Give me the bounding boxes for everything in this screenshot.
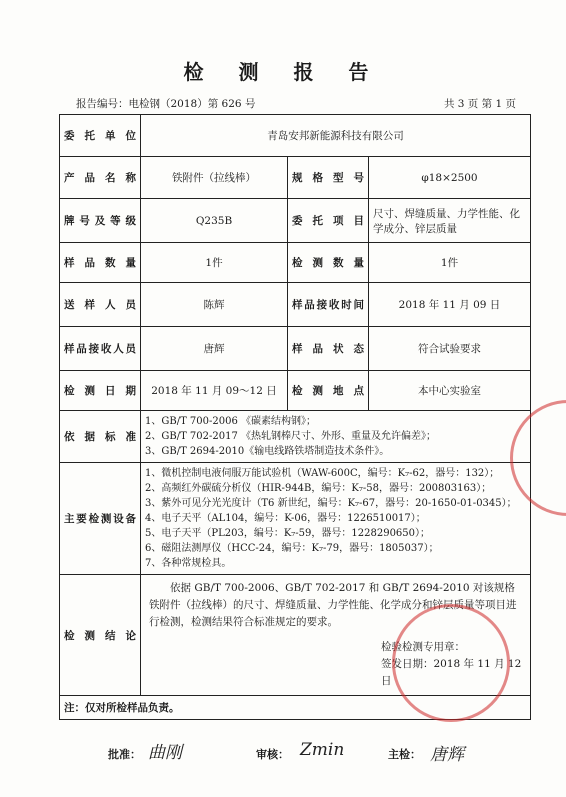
note: 注：仅对所检样品负责。 (60, 696, 531, 720)
location-value: 本中心实验室 (369, 371, 531, 411)
equipment-item: 4、电子天平（AL104，编号：K-06，器号：1226510017）； (145, 513, 426, 524)
inspect-signature: 唐辉 (430, 745, 464, 765)
conclusion-text: 依据 GB/T 700-2006、GB/T 702-2017 和 GB/T 2694-2010 对该规格铁附件（拉线棒）的尺寸、焊缝质量、力学性能、化学成分和锌层质量等项目进行检测，检测结果符合标准规定的要求。 (149, 582, 517, 628)
receiver-label: 样品接收人员 (60, 327, 141, 371)
state-value: 符合试验要求 (369, 327, 531, 371)
conclusion-seal: 检验检测专用章： (381, 641, 465, 653)
sender-value: 陈辉 (141, 283, 288, 327)
sample-qty-value: 1件 (141, 243, 288, 283)
review-label: 审核： (256, 748, 289, 761)
product-label: 产品名称 (60, 157, 141, 199)
receiver-value: 唐辉 (141, 327, 288, 371)
standards-label: 依据标准 (60, 411, 141, 463)
red-seal-bottom (392, 604, 510, 722)
items-value: 尺寸、焊缝质量、力学性能、化学成分、锌层质量 (369, 199, 531, 243)
equipment-item: 7、各种常规检具。 (145, 558, 232, 569)
test-qty-value: 1件 (369, 243, 531, 283)
received-time-value: 2018 年 11 月 09 日 (369, 283, 531, 327)
page-info: 共 3 页 第 1 页 (443, 98, 516, 110)
approve-signature: 曲刚 (148, 743, 182, 763)
equipment-item: 5、电子天平（PL203，编号：K₇-59，器号：1228290650）； (145, 528, 431, 539)
client-label: 委托单位 (60, 115, 141, 157)
standard-item: 1、GB/T 700-2006 《碳素结构钢》； (145, 416, 317, 427)
standard-item: 2、GB/T 702-2017 《热轧钢棒尺寸、外形、重量及允许偏差》； (145, 431, 437, 442)
grade-value: Q235B (141, 199, 288, 243)
report-title: 检 测 报 告 (183, 60, 383, 84)
approve-label: 批准： (108, 748, 141, 761)
equipment-item: 2、高频红外碳硫分析仪（HIR-944B，编号：K₇-58，器号：200803163）； (145, 483, 492, 494)
conclusion-label: 检测结论 (60, 575, 141, 696)
items-label: 委托项目 (288, 199, 369, 243)
conclusion-date: 签发日期：2018 年 11 月 12 日 (381, 658, 522, 687)
test-date-label: 检测日期 (60, 371, 141, 411)
received-time-label: 样品接收时间 (288, 283, 369, 327)
spec-label: 规格型号 (288, 157, 369, 199)
equipment-item: 3、紫外可见分光光度计（T6 新世纪，编号：K₇-67，器号：20-1650-01-0345）； (145, 498, 517, 509)
equipment-item: 1、微机控制电液伺服万能试验机（WAW-600C，编号：K₇-62，器号：132）； (145, 468, 500, 479)
sender-label: 送样人员 (60, 283, 141, 327)
inspect-label: 主检： (388, 748, 421, 761)
state-label: 样品状态 (288, 327, 369, 371)
review-signature: Zmin (300, 740, 345, 760)
standards-list (141, 411, 531, 463)
sample-qty-label: 样品数量 (60, 243, 141, 283)
client-value: 青岛安邦新能源科技有限公司 (141, 115, 531, 157)
report-number: 报告编号：电检钢（2018）第 626 号 (76, 98, 256, 110)
equipment-label: 主要检测设备 (60, 463, 141, 575)
test-date-value: 2018 年 11 月 09～12 日 (141, 371, 288, 411)
standard-item: 3、GB/T 2694-2010《输电线路铁塔制造技术条件》。 (145, 446, 390, 457)
test-qty-label: 检测数量 (288, 243, 369, 283)
product-value: 铁附件（拉线棒） (141, 157, 288, 199)
equipment-list (141, 463, 531, 575)
location-label: 检测地点 (288, 371, 369, 411)
spec-value: φ18×2500 (369, 157, 531, 199)
grade-label: 牌号及等级 (60, 199, 141, 243)
equipment-item: 6、磁阻法测厚仪（HCC-24，编号：K₇-79，器号：1805037）； (145, 543, 439, 554)
